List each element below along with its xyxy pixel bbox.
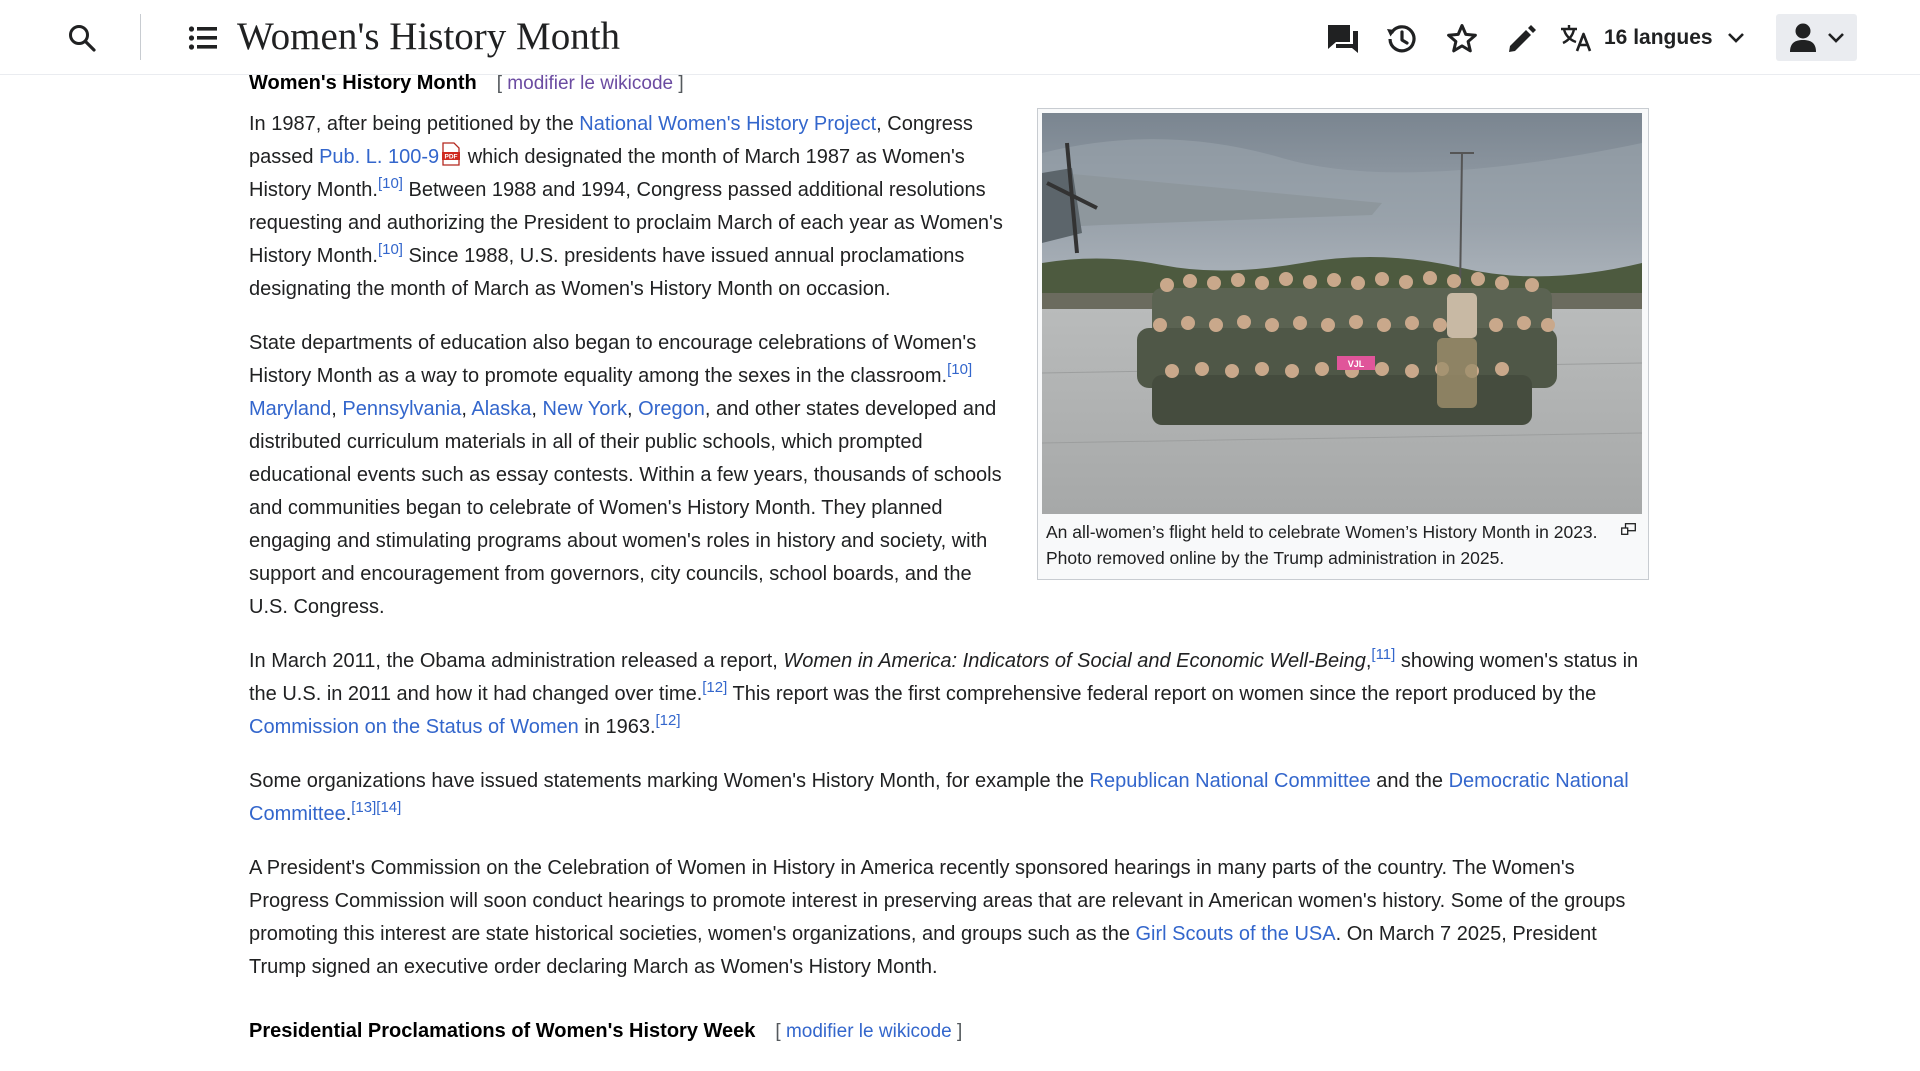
star-icon: [1446, 23, 1478, 55]
section-heading: [249, 72, 1649, 94]
edit-bracket-open: [: [496, 73, 503, 94]
text: ,: [331, 398, 343, 420]
paragraph: [249, 327, 1039, 624]
section-title: Presidential Proclamations of Women's History Week: [249, 1020, 756, 1042]
text: . On March 7 2025, President Trump signed an executive order declaring March as Women's History Month.: [249, 923, 1597, 978]
text: ,: [1365, 650, 1372, 672]
section-title: Women's History Month: [249, 72, 477, 94]
text: A President's Commission on the Celebration of Women in History in America recently sponsored hearings in many parts of the country. The Women's Progress Commission will soon conduct hearings to promote interest in preserving areas that are relevant in American women's history. Some of the groups promoting this interest are state historical societies, women's organizations, and groups such as the: [249, 857, 1626, 945]
reference-link[interactable]: [13]: [351, 798, 377, 816]
reference-link[interactable]: [14]: [376, 798, 402, 816]
reference-link[interactable]: [10]: [377, 174, 403, 192]
pdf-icon: [440, 142, 462, 166]
photo-banner-text: VJL: [1347, 359, 1365, 369]
text: and the: [1370, 770, 1449, 792]
paragraph: [249, 765, 1649, 831]
text: Since 1988, U.S. presidents have issued annual proclamations designating the month of March as Women's History Month on occasion.: [249, 245, 965, 300]
chat-icon: [1326, 23, 1360, 55]
page-title: Women's History Month: [237, 15, 621, 58]
user-menu-button[interactable]: [1776, 14, 1857, 61]
photo-crowd: [1137, 271, 1557, 425]
figure-thumbnail: [1037, 108, 1649, 580]
text: in 1963.: [578, 716, 656, 738]
toc-button[interactable]: [183, 18, 223, 58]
svg-text:PDF: PDF: [444, 153, 458, 161]
link-national-womens-history-project[interactable]: National Women's History Project: [579, 113, 877, 135]
watch-button[interactable]: [1441, 18, 1483, 60]
reference-link[interactable]: [10]: [377, 240, 403, 258]
section-heading: [249, 1020, 1649, 1042]
link-oregon[interactable]: Oregon: [638, 398, 705, 420]
text: showing women's status in the U.S. in 2011 and how it had changed over time.: [249, 650, 1639, 705]
link-alaska[interactable]: Alaska: [471, 398, 532, 420]
edit-section-link[interactable]: modifier le wikicode: [507, 73, 674, 94]
link-pennsylvania[interactable]: Pennsylvania: [342, 398, 462, 420]
link-democratic-national-committee[interactable]: Democratic National Committee: [249, 770, 1629, 825]
text: ,: [531, 398, 543, 420]
header-divider: [140, 14, 141, 60]
text: , and other states developed and distributed curriculum materials in all of their public schools, which prompted educational events such as essay contests. Within a few years, thousands of schools and communities began to celebrate of Women's History Month. They planned engaging and stimulating programs about women's roles in history and society, with support and encouragement from governors, city councils, school boards, and the U.S. Congress.: [249, 398, 1002, 618]
paragraph: [249, 108, 1039, 306]
edit-section-link[interactable]: modifier le wikicode: [785, 1021, 952, 1042]
group-photo[interactable]: [1042, 113, 1642, 514]
link-girl-scouts-usa[interactable]: Girl Scouts of the USA: [1135, 923, 1336, 945]
paragraph: [249, 645, 1649, 744]
chevron-down-icon: [1727, 32, 1745, 44]
reference-link[interactable]: [10]: [947, 360, 973, 378]
text: ,: [627, 398, 639, 420]
text: In 1987, after being petitioned by the: [249, 113, 580, 135]
chevron-down-icon: [1827, 32, 1845, 44]
language-count: 16 langues: [1604, 26, 1713, 49]
text: .: [345, 803, 352, 825]
text: which designated the month of March 1987 as Women's History Month.: [249, 146, 965, 201]
text: , Congress passed: [249, 113, 973, 168]
language-button[interactable]: [1560, 18, 1745, 58]
section-edit: [775, 1021, 962, 1043]
text: Between 1988 and 1994, Congress passed additional resolutions requesting and authorizing the President to proclaim March of each year as Women's History Month.: [249, 179, 1003, 267]
edit-bracket-close: ]: [678, 73, 684, 94]
edit-bracket-close: ]: [957, 1021, 963, 1042]
paragraph: [249, 852, 1649, 984]
reference-link[interactable]: [11]: [1371, 645, 1396, 663]
list-icon: [188, 25, 218, 51]
translate-icon: [1560, 24, 1592, 52]
link-commission-status-of-women[interactable]: Commission on the Status of Women: [249, 716, 579, 738]
history-icon: [1386, 23, 1418, 55]
text: ,: [461, 398, 472, 420]
text: Some organizations have issued statements marking Women's History Month, for example the: [249, 770, 1090, 792]
search-button[interactable]: [62, 18, 102, 58]
figure-caption: [1042, 514, 1644, 575]
enlarge-icon[interactable]: [1621, 523, 1636, 535]
edit-bracket-open: [: [775, 1021, 781, 1042]
talk-button[interactable]: [1322, 18, 1364, 60]
reference-link[interactable]: [12]: [655, 711, 681, 729]
reference-link[interactable]: [12]: [702, 678, 728, 696]
pencil-icon: [1507, 24, 1537, 54]
link-pub-l-100-9[interactable]: Pub. L. 100-9: [319, 146, 440, 168]
text: This report was the first comprehensive federal report on women since the report produced by the: [727, 683, 1597, 705]
link-maryland[interactable]: Maryland: [249, 398, 332, 420]
text: In March 2011, the Obama administration released a report,: [249, 650, 784, 672]
user-icon: [1789, 23, 1817, 53]
link-republican-national-committee[interactable]: Republican National Committee: [1089, 770, 1371, 792]
page-header: [0, 0, 1920, 75]
figure-caption-text: An all-women’s flight held to celebrate Women’s History Month in 2023. Photo removed online by the Trump administration in 2025.: [1046, 522, 1598, 568]
link-new-york[interactable]: New York: [542, 398, 628, 420]
edit-button[interactable]: [1501, 18, 1543, 60]
report-title: Women in America: Indicators of Social and Economic Well-Being: [783, 650, 1366, 672]
article-content: [249, 72, 1649, 1056]
search-icon: [68, 24, 96, 52]
text: State departments of education also began to encourage celebrations of Women's History Month as a way to promote equality among the sexes in the classroom.: [249, 332, 977, 387]
section-edit: [497, 73, 684, 95]
history-button[interactable]: [1381, 18, 1423, 60]
